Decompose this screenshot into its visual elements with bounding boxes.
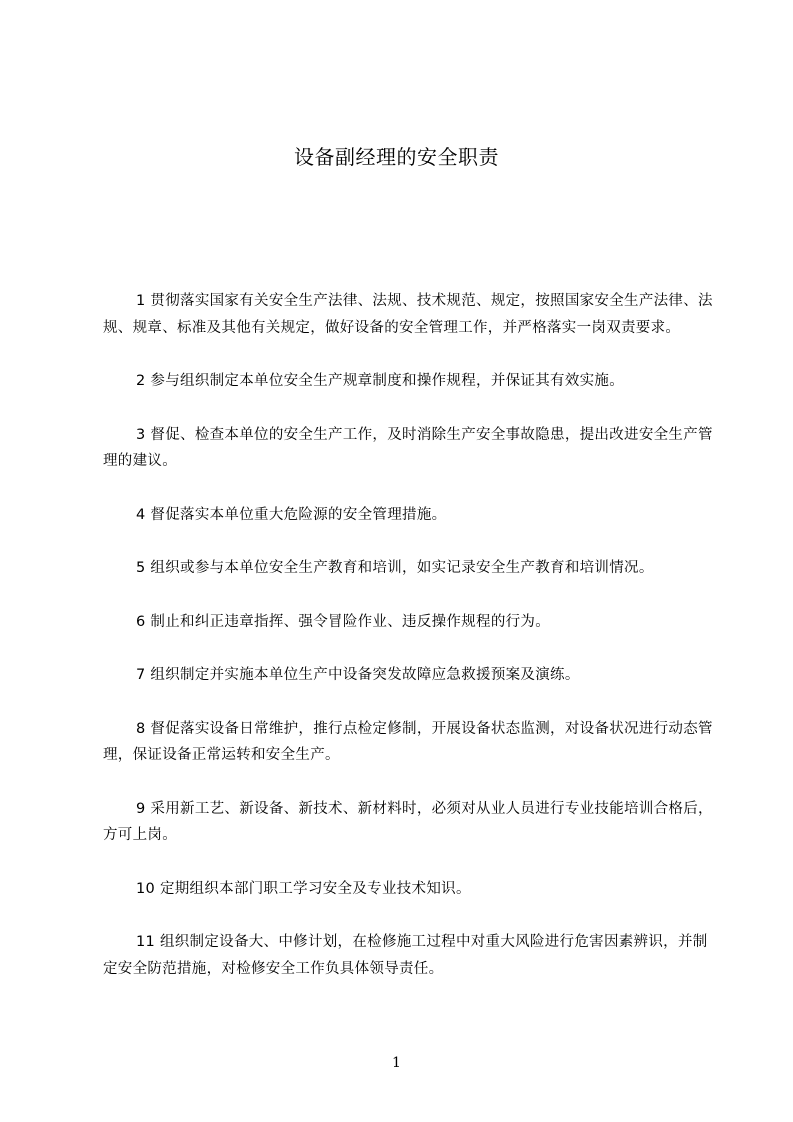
paragraph-11: 11 组织制定设备大、中修计划，在检修施工过程中对重大风险进行危害因素辨识，并制定安全防范措施，对检修安全工作负具体领导责任。 [103,934,708,977]
paragraph-4: 4 督促落实本单位重大危险源的安全管理措施。 [136,506,447,523]
document-body [103,288,713,1009]
paragraph-3: 3 督促、检查本单位的安全生产工作，及时消除生产安全事故隐患，提出改进安全生产管理的建议。 [103,426,713,469]
paragraph-10: 10 定期组织本部门职工学习安全及专业技术知识。 [136,880,471,897]
page-number: 1 [392,1055,401,1071]
paragraph-1: 1 贯彻落实国家有关安全生产法律、法规、技术规范、规定，按照国家安全生产法律、法规、规章、标准及其他有关规定，做好设备的安全管理工作，并严格落实一岗双责要求。 [103,293,713,336]
paragraph-8: 8 督促落实设备日常维护，推行点检定修制，开展设备状态监测，对设备状况进行动态管理，保证设备正常运转和安全生产。 [103,720,713,763]
paragraph-9: 9 采用新工艺、新设备、新技术、新材料时，必须对从业人员进行专业技能培训合格后，方可上岗。 [103,800,713,843]
paragraph-6: 6 制止和纠正违章指挥、强令冒险作业、违反操作规程的行为。 [136,613,551,630]
paragraph-2: 2 参与组织制定本单位安全生产规章制度和操作规程，并保证其有效实施。 [136,373,625,389]
paragraph-7: 7 组织制定并实施本单位生产中设备突发故障应急救援预案及演练。 [136,667,580,683]
paragraph-5: 5 组织或参与本单位安全生产教育和培训，如实记录安全生产教育和培训情况。 [136,560,654,576]
document-title: 设备副经理的安全职责 [294,145,499,169]
